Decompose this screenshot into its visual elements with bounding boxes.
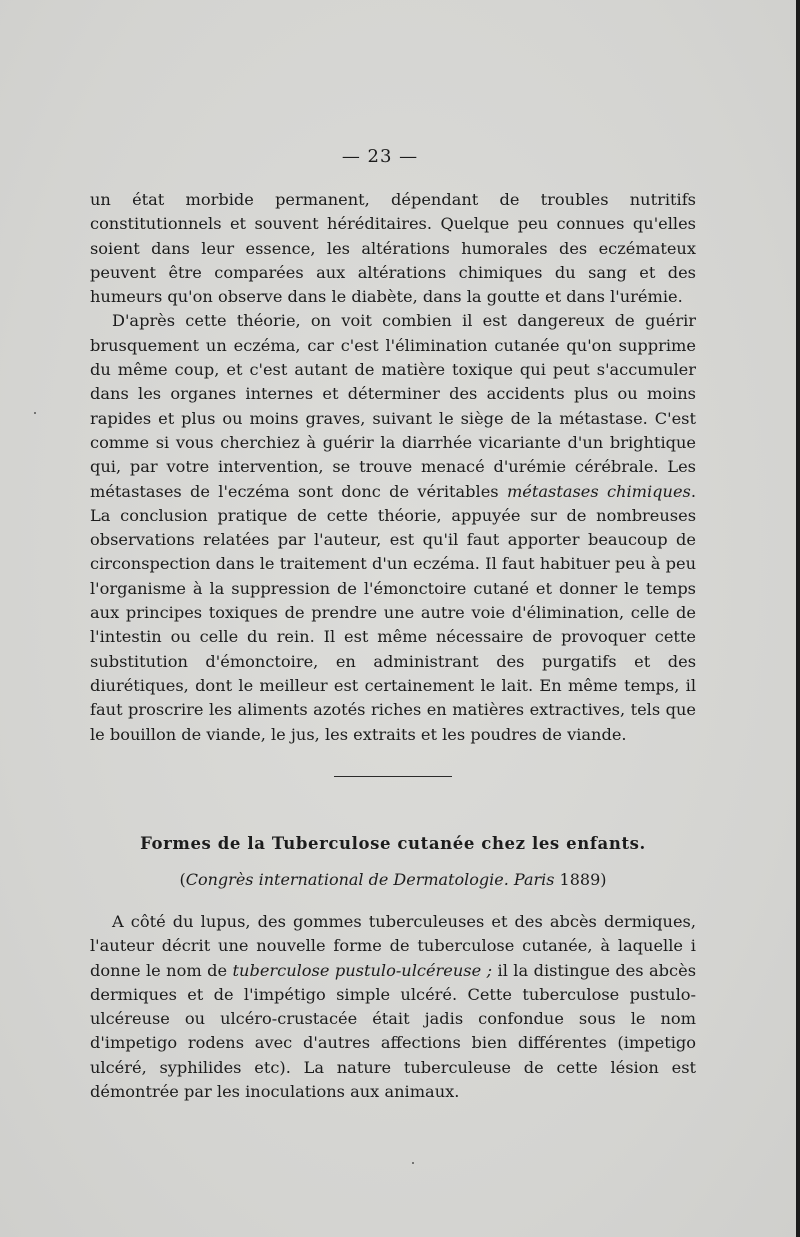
italic-phrase-tuberculose: tuberculose pustulo-ulcéreuse ; <box>232 960 493 980</box>
paragraph-3-start: A côté du lupus, des gommes tuberculeuses et des abcès dermiques, l'auteur décrit une nouvelle forme de tuberculose cutanée, à laquelle i donne le nom de <box>90 912 696 980</box>
page-number: — 23 — <box>341 146 419 167</box>
body-text-top <box>90 188 696 747</box>
source-open-paren: ( <box>179 870 186 889</box>
scan-edge <box>796 0 800 1237</box>
paper-speck <box>34 412 36 414</box>
paragraph-2-text: D'après cette théorie, on voit combien il est dangereux de guérir brusquement un eczéma, car c'est l'élimination cutanée qu'on supprime du même coup, et c'est autant de matière toxique qui peut s'accumuler dans les organes internes et déterminer des accidents plus ou moins rapides et plus ou moins graves, suivant le siège de la métastase. C'est comme si vous cherchiez à guérir la diarrhée vicariante d'un brightique qui, par votre intervention, se trouve menacé d'urémie cérébrale. Les métastases de l'eczéma sont donc de véritables <box>90 311 696 501</box>
paper-speck <box>412 1162 414 1164</box>
source-year: 1889) <box>554 870 607 889</box>
source-italic: Congrès international de Dermatologie. Paris <box>185 870 555 889</box>
italic-phrase-metastases: métastases chimiques <box>506 481 691 501</box>
paragraph-2-continuation: . La conclusion pratique de cette théorie, appuyée sur de nombreuses observations relatées par l'auteur, est qu'il faut apporter beaucoup de circonspection dans le traitement d'un eczéma. Il faut habituer peu à peu l'organisme à la suppression de l'émonctoire cutané et donner le temps aux principes toxiques de prendre une autre voie d'élimination, celle de l'intestin ou celle du rein. Il est même nécessaire de provoquer cette substitution d'émonctoire, en administrant des purgatifs et des diurétiques, dont le meilleur est certainement le lait. En même temps, il faut proscrire les aliments azotés riches en matières extractives, tels que le bouillon de viande, le jus, les extraits et les poudres de viande. <box>90 481 697 744</box>
paragraph-1: un état morbide permanent, dépendant de troubles nutritifs constitutionnels et souvent héréditaires. Quelque peu connues qu'elles soient dans leur essence, les altérations humorales des eczémateux peuvent être comparées aux altérations chimiques du sang et des humeurs qu'on observe dans le diabète, dans la goutte et dans l'urémie. <box>90 190 696 307</box>
source-citation <box>80 870 706 889</box>
paragraph-3-end: il la distingue des abcès dermiques et de l'impétigo simple ulcéré. Cette tuberculose pustulo-ulcéreuse ou ulcéro-crustacée était jadis confondue sous le nom d'impetigo rodens avec d'autres affections bien différentes (impetigo ulcéré, syphilides etc). La nature tuberculeuse de cette lésion est démontrée par les inoculations aux animaux. <box>90 960 696 1102</box>
paragraph-2 <box>90 309 696 746</box>
section-divider <box>334 776 452 777</box>
section-title: Formes de la Tuberculose cutanée chez les enfants. <box>140 834 646 853</box>
body-text-bottom <box>90 910 696 1104</box>
paragraph-3 <box>90 910 696 1104</box>
